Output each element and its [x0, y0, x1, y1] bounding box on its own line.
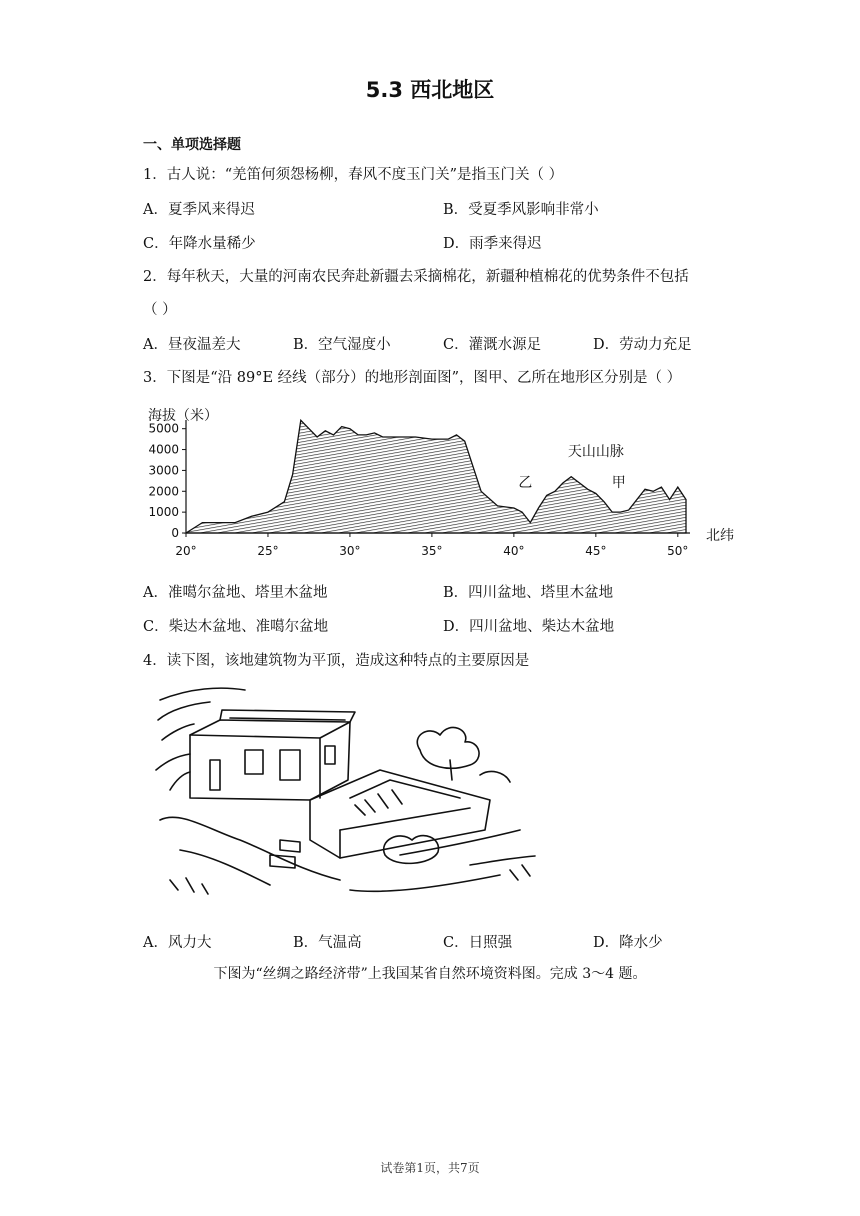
question-4-option-d[interactable]: D．降水少 — [593, 935, 663, 951]
question-3-option-c[interactable]: C．柴达木盆地、准噶尔盆地 — [143, 619, 329, 635]
flat-roof-building-illustration — [150, 680, 540, 910]
x-tick-label: 20° — [175, 544, 197, 558]
question-4-option-a[interactable]: A．风力大 — [143, 935, 212, 951]
question-3-option-a[interactable]: A．准噶尔盆地、塔里木盆地 — [143, 585, 328, 601]
question-1-option-b[interactable]: B．受夏季风影响非常小 — [443, 202, 599, 218]
y-tick-label: 5000 — [148, 421, 179, 436]
question-3-stem: 3．下图是“沿 89°E 经线（部分）的地形剖面图”，图甲、乙所在地形区分别是（ ） — [143, 370, 682, 386]
question-2-stem: 2．每年秋天，大量的河南农民奔赴新疆去采摘棉花，新疆种植棉花的优势条件不包括 — [143, 269, 689, 285]
x-tick-label: 35° — [421, 544, 443, 558]
y-tick-label: 2000 — [148, 484, 179, 499]
x-tick-label: 25° — [257, 544, 279, 558]
question-4-option-c[interactable]: C．日照强 — [443, 935, 513, 951]
x-tick-label: 40° — [503, 544, 525, 558]
question-1-option-d[interactable]: D．雨季来得迟 — [443, 236, 542, 252]
y-tick-label: 1000 — [148, 505, 179, 520]
question-2-option-d[interactable]: D．劳动力充足 — [593, 337, 692, 353]
y-tick-label: 0 — [171, 526, 179, 540]
question-4-option-b[interactable]: B．气温高 — [293, 935, 362, 951]
question-1-option-a[interactable]: A．夏季风来得迟 — [143, 202, 255, 218]
y-axis-label: 海拔（米） — [148, 408, 218, 424]
chart-annotation: 乙 — [518, 475, 533, 492]
question-2-stem-bracket: （ ） — [143, 302, 177, 318]
x-tick-label: 45° — [585, 544, 607, 558]
question-3-option-b[interactable]: B．四川盆地、塔里木盆地 — [443, 585, 614, 601]
question-1-option-c[interactable]: C．年降水量稀少 — [143, 236, 256, 252]
y-tick-label: 3000 — [148, 463, 179, 478]
chart-annotation: 甲 — [611, 475, 626, 492]
question-3-option-d[interactable]: D．四川盆地、柴达木盆地 — [443, 619, 615, 635]
question-1-stem: 1．古人说：“羌笛何须怨杨柳，春风不度玉门关”是指玉门关（ ） — [143, 167, 564, 183]
question-2-option-b[interactable]: B．空气湿度小 — [293, 337, 391, 353]
x-tick-label: 50° — [667, 544, 689, 558]
material-note: 下图为“丝绸之路经济带”上我国某省自然环境资料图。完成 3～4 题。 — [213, 966, 647, 982]
x-axis-label: 北纬 — [706, 528, 734, 544]
page-footer: 试卷第1页，共7页 — [380, 1161, 480, 1175]
x-tick-label: 30° — [339, 544, 361, 558]
question-2-option-c[interactable]: C．灌溉水源足 — [443, 337, 542, 353]
section-heading: 一、单项选择题 — [143, 137, 241, 153]
y-tick-label: 4000 — [148, 442, 179, 457]
question-4-stem: 4．读下图，该地建筑物为平顶，造成这种特点的主要原因是 — [143, 653, 530, 669]
question-2-option-a[interactable]: A．昼夜温差大 — [143, 337, 241, 353]
page-title: 5.3 西北地区 — [365, 78, 495, 102]
terrain-profile-chart — [140, 400, 750, 565]
chart-annotation: 天山山脉 — [567, 443, 624, 460]
